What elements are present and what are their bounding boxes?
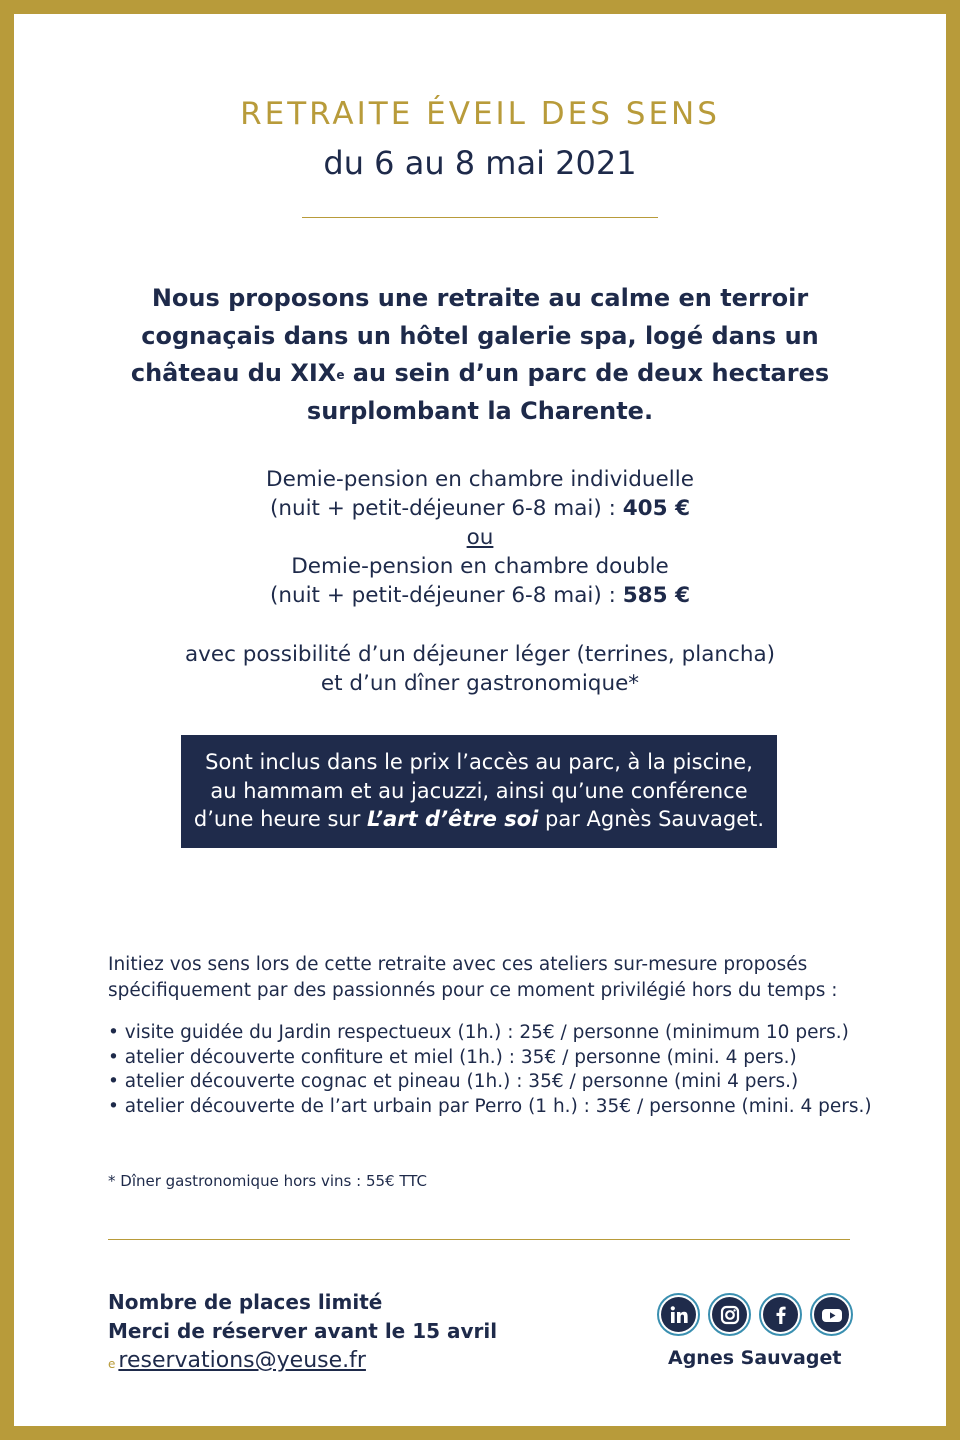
included-box [181,735,777,848]
facebook-icon[interactable] [759,1293,802,1336]
divider-top [302,217,658,218]
divider-bottom [108,1239,850,1240]
offer-block [14,465,946,610]
intro-text-start: Nous proposons une retraite au calme en terroir cognaçais dans un hôtel galerie spa, logé dans un château du XIX [130,284,819,387]
brand-name: Agnes Sauvaget [668,1347,842,1369]
booking-deadline: Merci de réserver avant le 15 avril [108,1319,498,1343]
single-room-detail: (nuit + petit-déjeuner 6-8 mai) : 405 € [269,496,691,521]
conference-title: L’art d’être soi [367,807,539,831]
ateliers-intro-line-2: spécifiquement par des passionnés pour ce moment privilégié hors du temps : [108,980,838,1001]
email-link[interactable]: reservations@yeuse.fr [118,1348,366,1373]
email-row [108,1346,497,1375]
ateliers-intro [108,952,868,1004]
double-room-detail: (nuit + petit-déjeuner 6-8 mai) : 585 € [269,583,691,608]
limited-places: Nombre de places limité [108,1290,383,1314]
email-mark: e [108,1357,116,1371]
list-item: • atelier découverte cognac et pineau (1h.) : 35€ / personne (mini 4 pers.) [108,1071,799,1092]
included-line-2: au hammam et au jacuzzi, ainsi qu’une conférence [210,778,748,803]
contact-block [108,1288,497,1375]
list-item: • atelier découverte de l’art urbain par Perro (1 h.) : 35€ / personne (mini. 4 pers.) [108,1095,872,1117]
list-item: • atelier découverte confiture et miel (1h.) : 35€ / personne (mini. 4 pers.) [108,1046,797,1068]
ateliers-list [108,1021,872,1119]
single-room-price: 405 € [622,496,691,521]
linkedin-icon[interactable] [657,1293,700,1336]
event-title: RETRAITE ÉVEIL DES SENS [240,96,720,132]
flyer-page [14,14,946,1426]
offer-or: ou [466,525,494,550]
meals-note [14,640,946,698]
single-room-title: Demie-pension en chambre individuelle [266,467,694,492]
included-line-1: Sont inclus dans le prix l’accès au parc, à la piscine, [205,750,753,774]
instagram-icon[interactable] [708,1293,751,1336]
ateliers-section [108,952,872,1119]
ateliers-intro-line-1: Initiez vos sens lors de cette retraite avec ces ateliers sur-mesure proposés [108,954,808,975]
event-dates: du 6 au 8 mai 2021 [323,144,637,182]
included-line-3: d’une heure sur L’art d’être soi par Agnès Sauvaget. [193,807,765,831]
intro-text-end: au sein d’un parc de deux hectares surplombant la Charente. [306,359,830,425]
intro-paragraph [130,280,830,430]
double-room-title: Demie-pension en chambre double [291,554,669,579]
youtube-icon[interactable] [810,1293,853,1336]
double-room-price: 585 € [622,583,691,608]
intro-superscript: e [336,368,345,382]
meals-line-1: avec possibilité d’un déjeuner léger (terrines, plancha) [184,642,776,667]
meals-line-2: et d’un dîner gastronomique* [320,671,640,696]
social-links [657,1293,861,1336]
footnote: * Dîner gastronomique hors vins : 55€ TTC [108,1172,428,1190]
list-item: • visite guidée du Jardin respectueux (1h.) : 25€ / personne (minimum 10 pers.) [108,1022,849,1043]
